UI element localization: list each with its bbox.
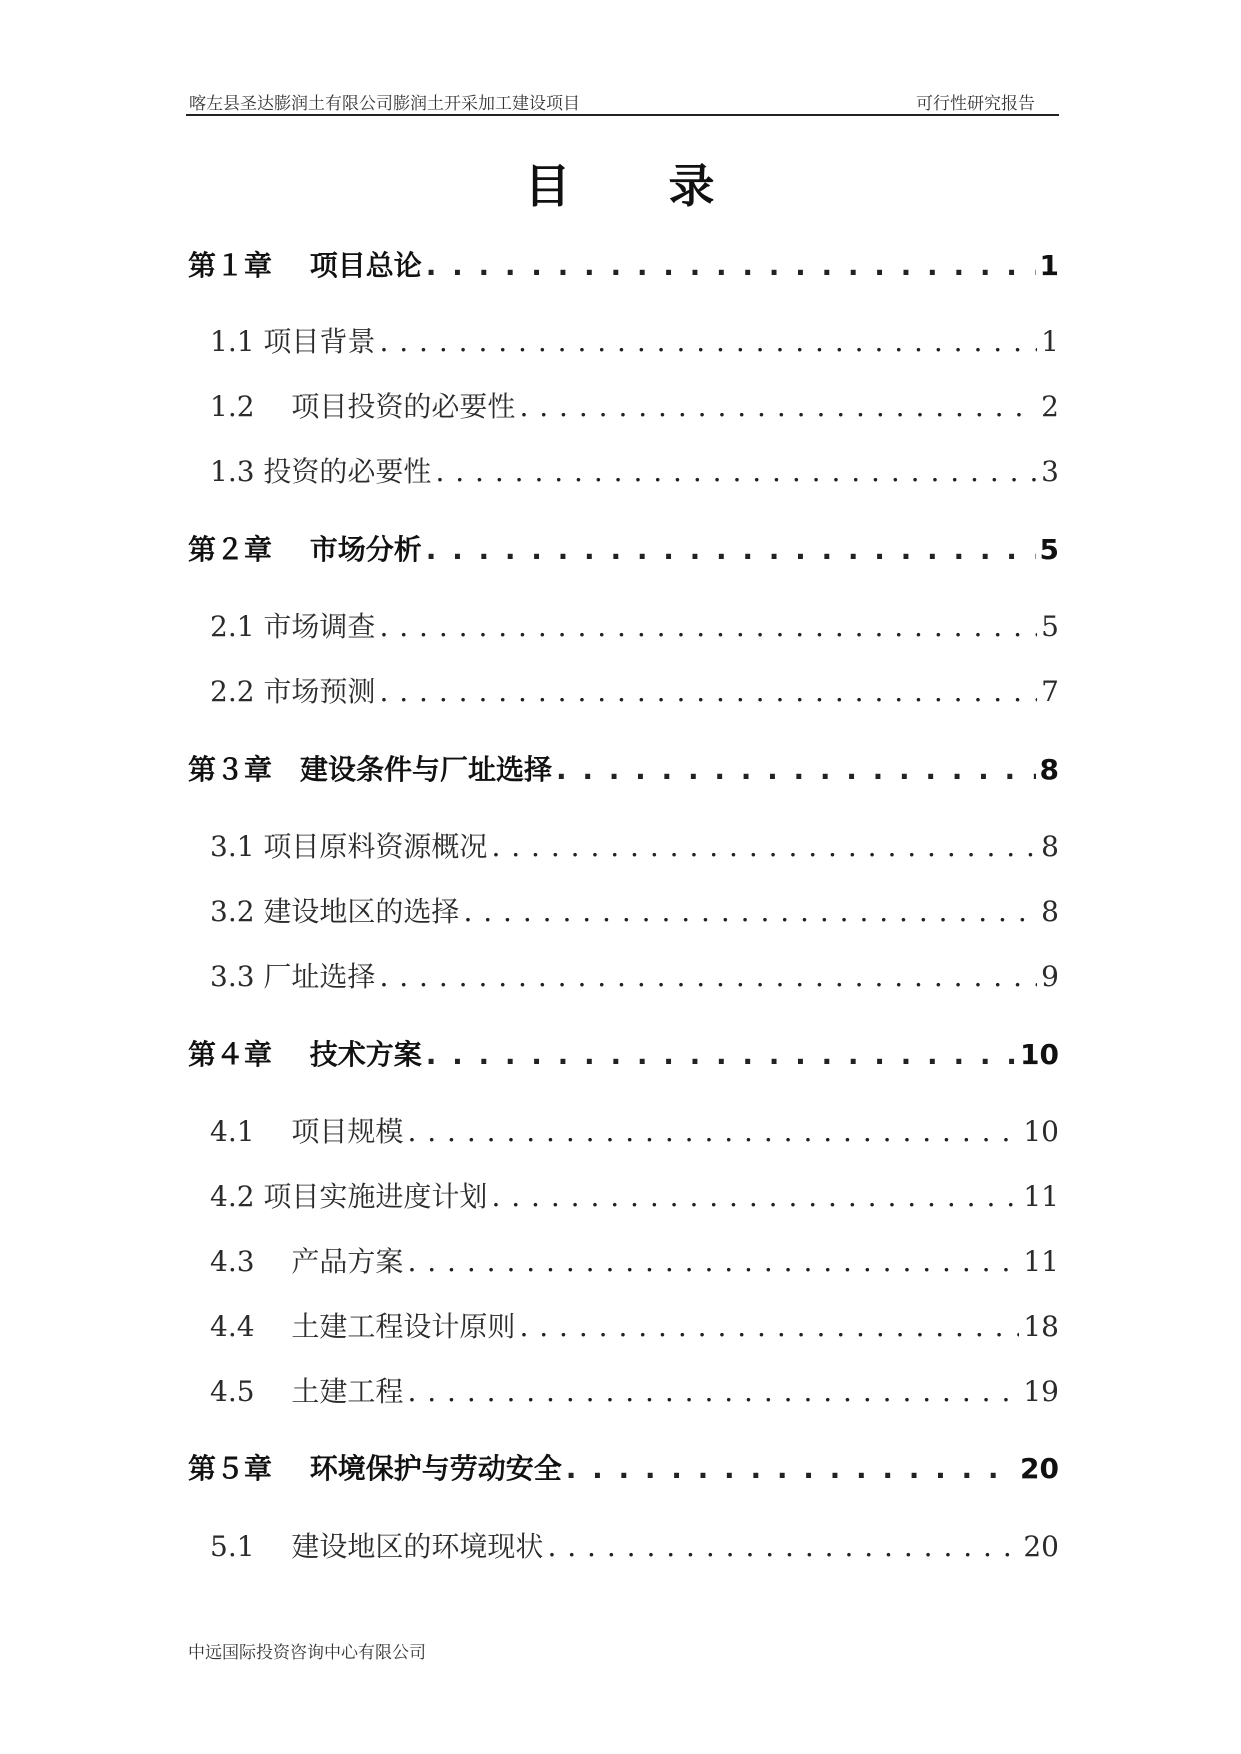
toc-page-number: 9 [1041,960,1059,993]
leader-dots [519,390,1037,423]
leader-dots [379,325,1037,358]
leader-dots [491,830,1037,863]
toc-section-1-1[interactable] [210,320,1059,360]
toc-entry-label: 1.2 项目投资的必要性 [210,390,516,423]
header-report-type: 可行性研究报告 [916,94,1035,114]
toc-entry-label: 4.2 项目实施进度计划 [210,1180,488,1213]
leader-dots [435,455,1037,488]
leader-dots [407,1375,1019,1408]
toc-entry-label: 1.3 投资的必要性 [210,455,432,488]
header-project-name: 喀左县圣达膨润土有限公司膨润土开采加工建设项目 [189,94,580,114]
toc-page-number: 8 [1041,895,1059,928]
leader-dots [379,675,1037,708]
toc-section-4-5[interactable] [210,1370,1059,1410]
toc-section-2-1[interactable] [210,605,1059,645]
leader-dots [426,249,1036,282]
leader-dots [379,960,1037,993]
toc-section-1-3[interactable] [210,450,1059,490]
toc-page-number: 19 [1023,1375,1059,1408]
leader-dots [556,753,1036,786]
leader-dots [426,533,1036,566]
leader-dots [463,895,1037,928]
toc-chapter-3[interactable] [188,748,1059,788]
toc-entry-label: 4.5 土建工程 [210,1375,404,1408]
toc-page-number: 10 [1023,1115,1059,1148]
toc-page-number: 20 [1023,1530,1059,1563]
toc-page-number: 1 [1039,249,1059,282]
toc-entry-label: 4.4 土建工程设计原则 [210,1310,516,1343]
leader-dots [566,1452,1016,1485]
toc-chapter-4[interactable] [188,1033,1059,1073]
toc-entry-label: 第５章 环境保护与劳动安全 [188,1452,562,1485]
toc-entry-label: 3.2 建设地区的选择 [210,895,460,928]
toc-title: 目 录 [524,159,717,213]
toc-chapter-1[interactable] [188,244,1059,284]
toc-section-2-2[interactable] [210,670,1059,710]
toc-page-number: 7 [1041,675,1059,708]
toc-section-4-4[interactable] [210,1305,1059,1345]
toc-section-3-3[interactable] [210,955,1059,995]
toc-entry-label: 第２章 市场分析 [188,533,422,566]
page-footer: 中远国际投资咨询中心有限公司 [188,1643,426,1663]
toc-entry-label: 5.1 建设地区的环境现状 [210,1530,544,1563]
toc-page-number: 5 [1039,533,1059,566]
toc-entry-label: 3.3 厂址选择 [210,960,376,993]
toc-entry-label: 4.3 产品方案 [210,1245,404,1278]
toc-section-3-2[interactable] [210,890,1059,930]
page-header [186,86,1059,116]
toc-entry-label: 2.1 市场调查 [210,610,376,643]
toc-chapter-2[interactable] [188,528,1059,568]
toc-section-3-1[interactable] [210,825,1059,865]
toc-page-number: 20 [1020,1452,1059,1485]
toc-section-1-2[interactable] [210,385,1059,425]
toc-entry-label: 3.1 项目原料资源概况 [210,830,488,863]
leader-dots [379,610,1037,643]
leader-dots [407,1245,1019,1278]
toc-page-number: 18 [1023,1310,1059,1343]
toc-page-number: 8 [1041,830,1059,863]
toc-entry-label: 1.1 项目背景 [210,325,376,358]
toc-entry-label: 第４章 技术方案 [188,1038,422,1071]
toc-entry-label: 第３章 建设条件与厂址选择 [188,753,553,786]
toc-page-number: 11 [1023,1245,1059,1278]
leader-dots [426,1038,1016,1071]
toc-page-number: 3 [1041,455,1059,488]
toc-page-number: 8 [1039,753,1059,786]
toc-chapter-5[interactable] [188,1447,1059,1487]
toc-page-number: 1 [1041,325,1059,358]
toc-page-number: 10 [1020,1038,1059,1071]
leader-dots [491,1180,1019,1213]
toc-section-4-3[interactable] [210,1240,1059,1280]
leader-dots [519,1310,1019,1343]
toc-entry-label: 第１章 项目总论 [188,249,422,282]
toc-section-4-2[interactable] [210,1175,1059,1215]
toc-section-4-1[interactable] [210,1110,1059,1150]
toc-section-5-1[interactable] [210,1525,1059,1565]
toc-page-number: 5 [1041,610,1059,643]
leader-dots [547,1530,1019,1563]
toc-page-number: 11 [1023,1180,1059,1213]
toc-entry-label: 4.1 项目规模 [210,1115,404,1148]
leader-dots [407,1115,1019,1148]
toc-entry-label: 2.2 市场预测 [210,675,376,708]
toc-page-number: 2 [1041,390,1059,423]
